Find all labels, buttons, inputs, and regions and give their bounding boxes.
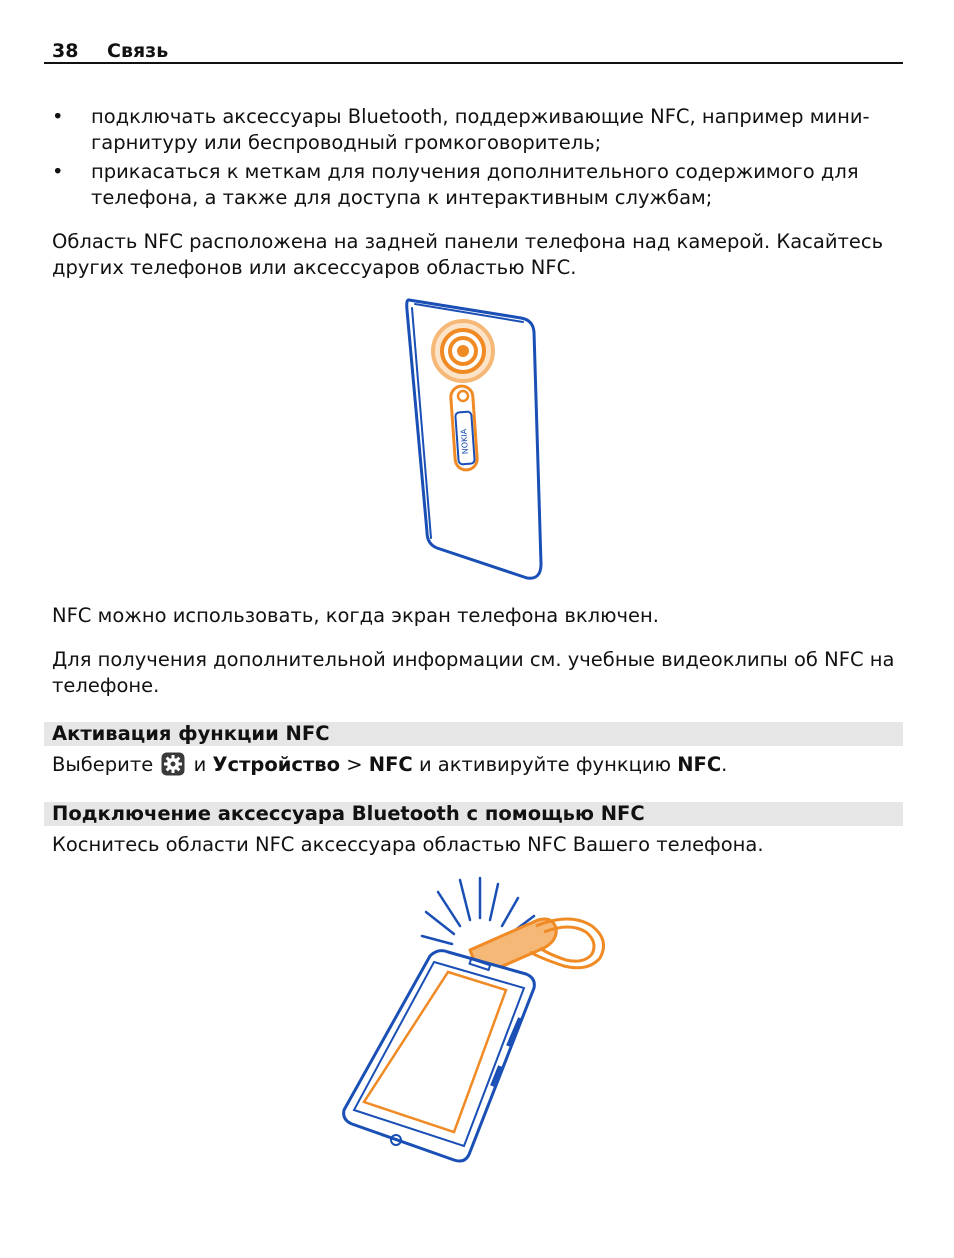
subheading-bluetooth <box>44 802 903 826</box>
paragraph-nfc-area: Область NFC расположена на задней панели телефона над камерой. Касайтесь других телефонов или аксессуаров областью NFC. <box>52 230 884 279</box>
phone-headset-illustration <box>330 870 620 1170</box>
text-and: и <box>193 753 207 776</box>
paragraph-more-info: Для получения дополнительной информации см. учебные видеоклипы об NFC на телефоне. <box>52 648 895 697</box>
section-title: Связь <box>107 40 169 62</box>
text-period: . <box>721 753 728 776</box>
paragraph-screen-on: NFC можно использовать, когда экран телефона включен. <box>52 604 659 627</box>
instruction-activate <box>52 752 727 778</box>
phone-back-illustration <box>395 292 555 587</box>
function-nfc: NFC <box>677 753 722 776</box>
camera-strip <box>450 385 478 470</box>
bullet-marker: • <box>52 105 64 128</box>
bullet-marker: • <box>52 160 64 183</box>
menu-nfc: NFC <box>368 753 413 776</box>
text-select: Выберите <box>52 753 154 776</box>
menu-device: Устройство <box>212 753 341 776</box>
menu-arrow: > <box>340 753 369 776</box>
subheading-activate <box>44 722 903 746</box>
settings-gear-icon <box>161 752 185 776</box>
text-activate: и активируйте функцию <box>418 753 671 776</box>
page-header <box>44 38 903 64</box>
nfc-target-icon <box>433 321 493 381</box>
page-number: 38 <box>52 40 79 62</box>
subheading-activate-text: Активация функции NFC <box>52 722 330 745</box>
bullet-item-2: прикасаться к меткам для получения дополнительного содержимого для телефона, а также для доступа к интерактивным службам; <box>91 160 859 209</box>
nokia-logo: NOKIA <box>459 428 470 455</box>
paragraph-bluetooth: Коснитесь области NFC аксессуара областью NFC Вашего телефона. <box>52 833 764 856</box>
subheading-bluetooth-text: Подключение аксессуара Bluetooth с помощью NFC <box>52 802 645 825</box>
bullet-item-1: подключать аксессуары Bluetooth, поддерживающие NFC, например мини- гарнитуру или беспроводный громкоговоритель; <box>91 105 870 154</box>
